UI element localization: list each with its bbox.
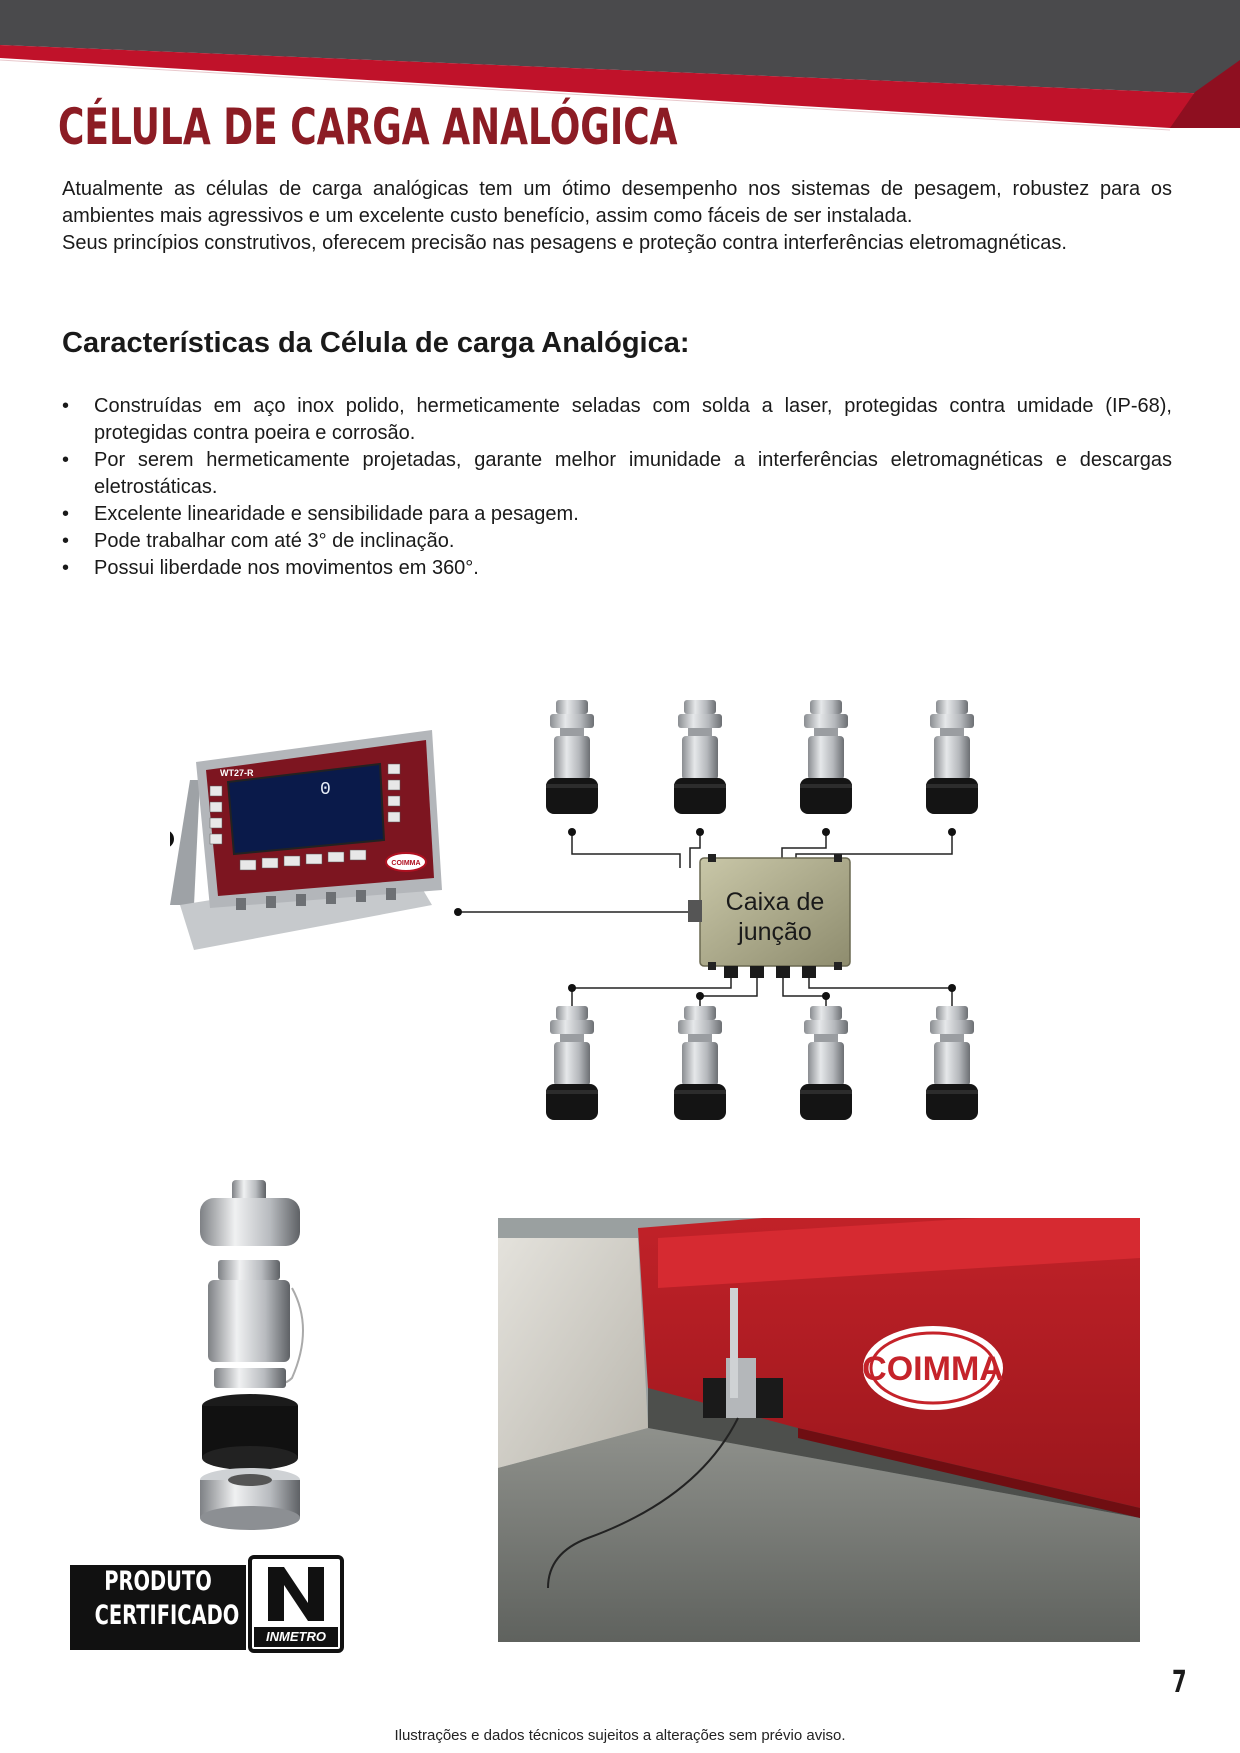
certification-line-2: CERTIFICADO bbox=[94, 1600, 240, 1631]
load-cell-exploded-view bbox=[180, 1168, 320, 1558]
coimma-logo: COIMMA bbox=[862, 1350, 1004, 1388]
bottom-cables bbox=[572, 978, 952, 1006]
weighing-indicator bbox=[170, 730, 442, 950]
feature-item: • Por serem hermeticamente projetadas, garante melhor imunidade a interferências eletromagnéticas e descargas eletrostáticas. bbox=[62, 449, 1172, 498]
junction-box-label-1: Caixa de bbox=[725, 888, 825, 916]
page-number: 7 bbox=[1172, 1665, 1187, 1700]
certification-badge bbox=[70, 1555, 348, 1655]
bullet-icon: • bbox=[62, 503, 70, 525]
junction-box bbox=[688, 854, 850, 978]
load-cell-bottom-4 bbox=[926, 1006, 978, 1120]
features-heading: Características da Célula de carga Analógica: bbox=[62, 327, 690, 359]
bullet-icon: • bbox=[62, 449, 70, 471]
wiring-diagram bbox=[170, 690, 1010, 1140]
load-cell-top-4 bbox=[926, 700, 978, 814]
load-cell-top-3 bbox=[800, 700, 852, 814]
feature-item: • Possui liberdade nos movimentos em 360°. bbox=[62, 555, 1172, 582]
inmetro-seal bbox=[248, 1555, 344, 1653]
load-cell-top-2 bbox=[674, 700, 726, 814]
indicator-model: WT27-R bbox=[220, 768, 254, 778]
junction-box-label-2: junção bbox=[738, 918, 812, 946]
features-list bbox=[62, 393, 1172, 582]
feature-item: • Excelente linearidade e sensibilidade para a pesagem. bbox=[62, 501, 1172, 528]
certification-line-1: PRODUTO bbox=[104, 1566, 212, 1597]
bullet-icon: • bbox=[62, 395, 70, 417]
intro-paragraph-2: Seus princípios construtivos, oferecem precisão nas pesagens e proteção contra interferências eletromagnéticas. bbox=[62, 232, 1067, 254]
footer-disclaimer: Ilustrações e dados técnicos sujeitos a alterações sem prévio aviso. bbox=[394, 1727, 846, 1744]
certification-text bbox=[70, 1565, 246, 1650]
feature-item: • Pode trabalhar com até 3° de inclinação. bbox=[62, 528, 1172, 555]
inmetro-n-icon bbox=[262, 1563, 330, 1625]
installation-photo bbox=[498, 1218, 1140, 1642]
load-cell-bottom-1 bbox=[546, 1006, 598, 1120]
indicator-brand: COIMMA bbox=[391, 860, 421, 867]
intro-text bbox=[62, 176, 1172, 257]
load-cell-bottom-3 bbox=[800, 1006, 852, 1120]
inmetro-label: INMETRO bbox=[254, 1627, 338, 1647]
load-cell-top-1 bbox=[546, 700, 598, 814]
bullet-icon: • bbox=[62, 530, 70, 552]
bullet-icon: • bbox=[62, 557, 70, 579]
load-cell-bottom-2 bbox=[674, 1006, 726, 1120]
feature-item: • Construídas em aço inox polido, hermeticamente seladas com solda a laser, protegidas contra umidade (IP-68), protegidas contra poeira e corrosão. bbox=[62, 395, 1172, 444]
page-title: CÉLULA DE CARGA ANALÓGICA bbox=[58, 98, 678, 156]
intro-paragraph-1: Atualmente as células de carga analógicas tem um ótimo desempenho nos sistemas de pesagem, robustez para os ambientes mais agressivos e um excelente custo benefício, assim como fáceis de ser instalada. bbox=[62, 178, 1172, 227]
indicator-display-value: 0 bbox=[320, 780, 331, 800]
